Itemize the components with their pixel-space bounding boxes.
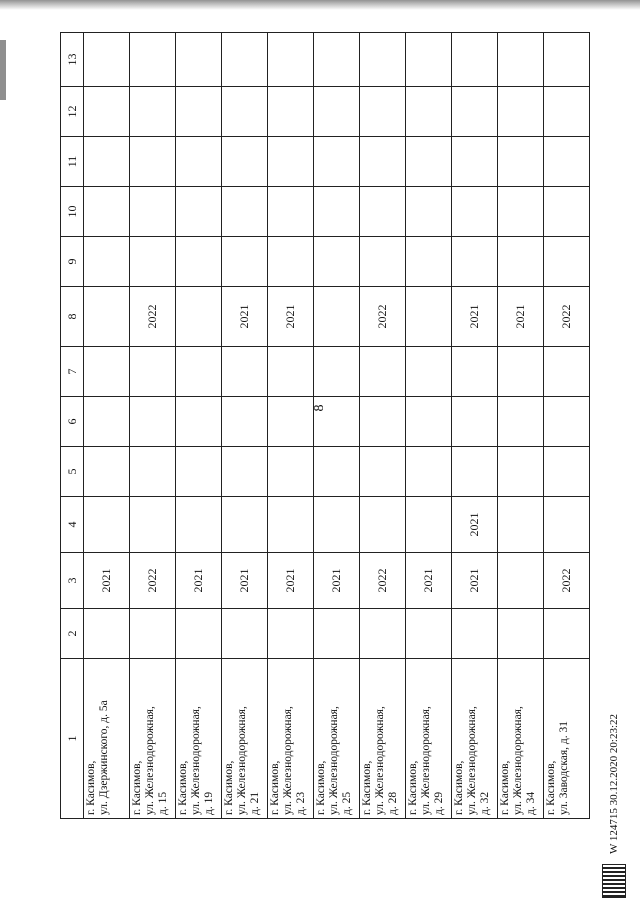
empty-cell [360,447,406,497]
address-line: ул. Железнодорожная, [236,706,248,815]
empty-cell [452,137,498,187]
empty-cell [222,87,268,137]
empty-cell [406,187,452,237]
empty-cell [544,87,590,137]
table-row [498,33,544,819]
year-cell: 2022 [360,287,406,347]
year-cell [498,497,544,553]
barcode-icon [602,864,626,898]
address-line: д. 25 [341,791,353,815]
empty-cell [498,447,544,497]
empty-cell [222,447,268,497]
empty-cell [406,397,452,447]
empty-cell [544,187,590,237]
empty-cell [222,33,268,87]
empty-cell [314,33,360,87]
address-cell [130,659,176,819]
year-cell: 2021 [222,553,268,609]
empty-cell [130,137,176,187]
year-cell [452,609,498,659]
year-cell: 2021 [406,553,452,609]
empty-cell [84,137,130,187]
address-cell [452,659,498,819]
address-cell [498,659,544,819]
address-line: г. Касимов, [177,760,189,815]
table-row [360,33,406,819]
empty-cell [452,447,498,497]
address-line: г. Касимов, [223,760,235,815]
empty-cell [84,347,130,397]
address-line: г. Касимов, [407,760,419,815]
empty-cell [498,87,544,137]
empty-cell [498,397,544,447]
address-line: г. Касимов, [315,760,327,815]
empty-cell [268,447,314,497]
year-cell: 2021 [452,497,498,553]
table-body [84,33,590,819]
registration-stamp [594,580,634,898]
address-cell [360,659,406,819]
empty-cell [314,347,360,397]
empty-cell [176,397,222,447]
empty-cell [452,397,498,447]
column-header-12: 12 [61,87,84,137]
empty-cell [268,33,314,87]
empty-cell [268,237,314,287]
page-number: 8 [312,404,327,412]
empty-cell [452,33,498,87]
address-line: ул. Железнодорожная, [420,706,432,815]
address-line: д. 28 [387,791,399,815]
address-cell [406,659,452,819]
year-cell [314,609,360,659]
empty-cell [314,237,360,287]
empty-cell [130,187,176,237]
table-row [268,33,314,819]
empty-cell [406,87,452,137]
empty-cell [84,87,130,137]
address-line: г. Касимов, [85,760,97,815]
year-cell: 2021 [314,553,360,609]
address-line: ул. Железнодорожная, [512,706,524,815]
empty-cell [314,137,360,187]
column-header-6: 6 [61,397,84,447]
empty-cell [406,237,452,287]
address-line: д. 19 [203,791,215,815]
empty-cell [314,397,360,447]
year-cell [498,609,544,659]
year-cell [176,497,222,553]
empty-cell [176,447,222,497]
empty-cell [360,347,406,397]
scan-side-mark [0,40,6,100]
address-cell [222,659,268,819]
year-cell [176,609,222,659]
year-cell [544,609,590,659]
address-line: д. 15 [157,791,169,815]
empty-cell [452,87,498,137]
year-cell: 2022 [360,553,406,609]
table-row [314,33,360,819]
year-cell: 2021 [84,553,130,609]
empty-cell [84,33,130,87]
year-cell [222,497,268,553]
empty-cell [84,447,130,497]
address-line: д. 23 [295,791,307,815]
table-row [84,33,130,819]
empty-cell [222,397,268,447]
year-cell [130,609,176,659]
empty-cell [544,237,590,287]
empty-cell [268,347,314,397]
empty-cell [130,447,176,497]
empty-cell [268,187,314,237]
address-line: г. Касимов, [499,760,511,815]
address-line: д. 34 [525,791,537,815]
empty-cell [544,397,590,447]
empty-cell [406,347,452,397]
year-cell [314,497,360,553]
empty-cell [360,237,406,287]
empty-cell [314,87,360,137]
year-cell [360,609,406,659]
empty-cell [268,397,314,447]
address-line: г. Касимов, [545,760,557,815]
column-header-11: 11 [61,137,84,187]
empty-cell [222,187,268,237]
year-cell [544,497,590,553]
empty-cell [130,347,176,397]
empty-cell [268,137,314,187]
year-cell: 2021 [268,287,314,347]
year-cell [406,609,452,659]
year-cell: 2022 [544,553,590,609]
empty-cell [452,187,498,237]
empty-cell [360,87,406,137]
year-cell: 2021 [498,287,544,347]
empty-cell [544,137,590,187]
empty-cell [130,87,176,137]
year-cell [406,497,452,553]
column-header-9: 9 [61,237,84,287]
empty-cell [176,137,222,187]
address-line: г. Касимов, [361,760,373,815]
address-line: ул. Дзержинского, д. 5а [98,700,110,815]
empty-cell [498,33,544,87]
registration-rotated [594,580,634,898]
header-row [61,33,84,819]
table-container [60,33,573,819]
empty-cell [452,347,498,397]
empty-cell [406,33,452,87]
address-line: ул. Железнодорожная, [282,706,294,815]
registration-number: W 124715 30.12.2020 20:23:22 [608,713,620,854]
address-line: ул. Железнодорожная, [328,706,340,815]
column-header-13: 13 [61,33,84,87]
empty-cell [544,347,590,397]
address-line: д. 29 [433,791,445,815]
table-row [222,33,268,819]
year-cell [268,609,314,659]
year-cell: 2021 [452,287,498,347]
year-cell [84,287,130,347]
year-cell: 2022 [130,553,176,609]
column-header-7: 7 [61,347,84,397]
scan-edge-shadow [0,0,640,12]
column-header-4: 4 [61,497,84,553]
column-header-8: 8 [61,287,84,347]
empty-cell [130,237,176,287]
address-line: г. Касимов, [453,760,465,815]
address-line: д. 21 [249,791,261,815]
column-header-5: 5 [61,447,84,497]
address-cell [176,659,222,819]
table-row [452,33,498,819]
empty-cell [406,137,452,187]
year-cell: 2022 [130,287,176,347]
address-line: ул. Заводская, д. 31 [558,721,570,815]
year-cell [498,553,544,609]
year-cell: 2021 [176,553,222,609]
empty-cell [268,87,314,137]
table-row [130,33,176,819]
empty-cell [360,397,406,447]
empty-cell [498,237,544,287]
address-line: д. 32 [479,791,491,815]
year-cell: 2021 [222,287,268,347]
column-header-2: 2 [61,609,84,659]
year-cell [268,497,314,553]
schedule-table [60,32,590,819]
empty-cell [498,137,544,187]
empty-cell [176,237,222,287]
column-header-3: 3 [61,553,84,609]
address-line: г. Касимов, [269,760,281,815]
table-row [406,33,452,819]
address-line: ул. Железнодорожная, [144,706,156,815]
empty-cell [176,87,222,137]
address-line: ул. Железнодорожная, [374,706,386,815]
address-cell [314,659,360,819]
year-cell [314,287,360,347]
year-cell: 2022 [544,287,590,347]
year-cell [84,497,130,553]
empty-cell [314,187,360,237]
year-cell [130,497,176,553]
empty-cell [176,187,222,237]
empty-cell [360,137,406,187]
year-cell [222,609,268,659]
empty-cell [84,397,130,447]
year-cell: 2021 [268,553,314,609]
empty-cell [406,447,452,497]
empty-cell [544,33,590,87]
empty-cell [544,447,590,497]
empty-cell [498,347,544,397]
year-cell [176,287,222,347]
empty-cell [176,33,222,87]
year-cell [84,609,130,659]
address-line: ул. Железнодорожная, [190,706,202,815]
empty-cell [84,187,130,237]
column-header-10: 10 [61,187,84,237]
empty-cell [222,137,268,187]
address-cell [268,659,314,819]
empty-cell [176,347,222,397]
address-line: г. Касимов, [131,760,143,815]
table-row [544,33,590,819]
table-row [176,33,222,819]
empty-cell [498,187,544,237]
rotated-table [60,33,573,819]
year-cell [360,497,406,553]
year-cell: 2021 [452,553,498,609]
empty-cell [130,397,176,447]
address-line: ул. Железнодорожная, [466,706,478,815]
year-cell [406,287,452,347]
empty-cell [222,237,268,287]
address-cell [544,659,590,819]
address-cell [84,659,130,819]
empty-cell [130,33,176,87]
column-header-1: 1 [61,659,84,819]
empty-cell [360,187,406,237]
empty-cell [314,447,360,497]
empty-cell [84,237,130,287]
empty-cell [222,347,268,397]
empty-cell [452,237,498,287]
empty-cell [360,33,406,87]
